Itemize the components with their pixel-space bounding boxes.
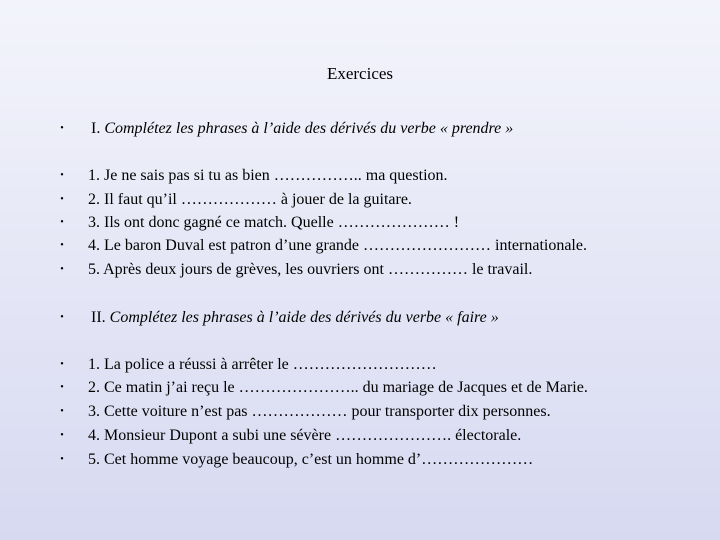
- page-title: Exercices: [326, 64, 394, 83]
- list-item: [0, 165, 720, 187]
- exercise-sentence: 3. Ils ont donc gagné ce match. Quelle ………………… !: [88, 214, 460, 231]
- list-item: [0, 189, 720, 211]
- exercise-sentence: 5. Cet homme voyage beaucoup, c’est un homme d’…………………: [88, 451, 534, 468]
- bullet: •: [60, 359, 64, 370]
- exercise-sentence: 4. Le baron Duval est patron d’une grande …………………… internationale.: [88, 237, 587, 254]
- exercise-sentence: 4. Monsieur Dupont a subi une sévère …………………. électorale.: [88, 427, 522, 444]
- section-1-instruction: Complétez les phrases à l’aide des dérivés du verbe « prendre »: [104, 120, 514, 137]
- section-2-instruction: Complétez les phrases à l’aide des dérivés du verbe « faire »: [109, 309, 499, 326]
- bullet: •: [60, 382, 64, 393]
- exercise-sentence: 3. Cette voiture n’est pas ……………… pour transporter dix personnes.: [88, 403, 551, 420]
- section-1-heading: [0, 118, 720, 140]
- list-item: [0, 401, 720, 423]
- section-2-number: II.: [91, 309, 106, 326]
- bullet: •: [60, 194, 64, 205]
- list-item: [0, 259, 720, 281]
- bullet: •: [60, 454, 64, 465]
- bullet: •: [60, 312, 64, 323]
- list-item: [0, 425, 720, 447]
- bullet: •: [60, 123, 64, 134]
- exercise-sentence: 2. Il faut qu’il ……………… à jouer de la guitare.: [88, 191, 412, 208]
- section-1-number: I.: [91, 120, 101, 137]
- bullet: •: [60, 170, 64, 181]
- section-2-heading: [0, 307, 720, 329]
- list-item: [0, 354, 720, 376]
- list-item: [0, 449, 720, 471]
- bullet: •: [60, 217, 64, 228]
- bullet: •: [60, 430, 64, 441]
- exercise-sentence: 1. La police a réussi à arrêter le ………………………: [88, 356, 437, 373]
- exercise-sentence: 1. Je ne sais pas si tu as bien …………….. ma question.: [88, 167, 448, 184]
- exercise-sentence: 2. Ce matin j’ai reçu le ………………….. du mariage de Jacques et de Marie.: [88, 379, 588, 396]
- bullet: •: [60, 406, 64, 417]
- bullet: •: [60, 240, 64, 251]
- list-item: [0, 377, 720, 399]
- bullet: •: [60, 264, 64, 275]
- exercise-sentence: 5. Après deux jours de grèves, les ouvriers ont …………… le travail.: [88, 261, 533, 278]
- list-item: [0, 212, 720, 234]
- list-item: [0, 235, 720, 257]
